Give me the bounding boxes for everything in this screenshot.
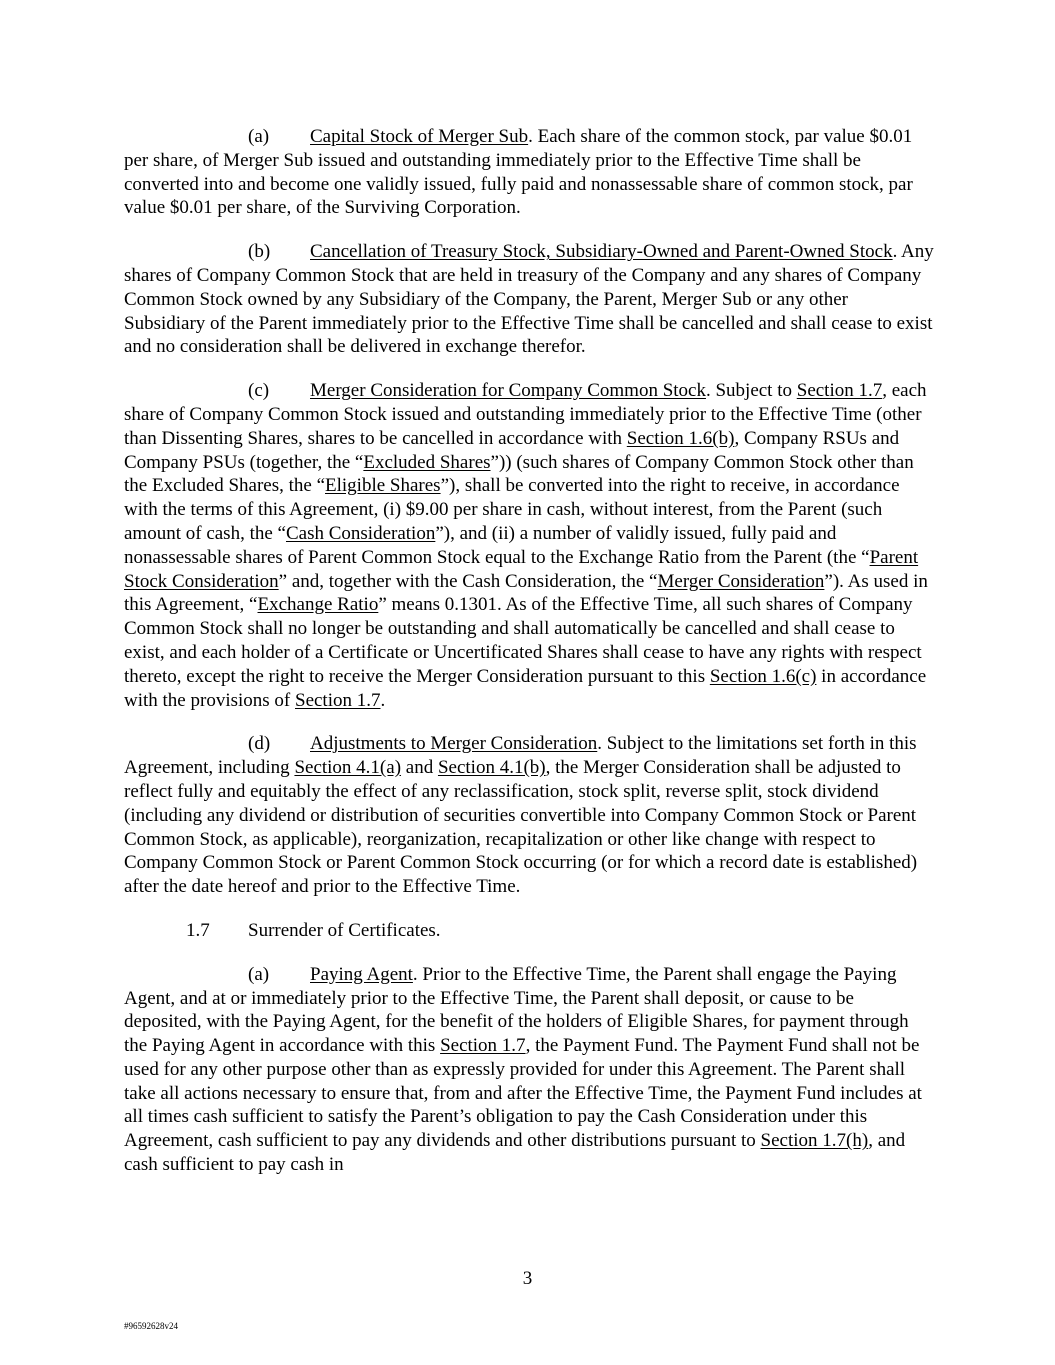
section-title: Surrender of Certificates. xyxy=(248,919,441,941)
paragraph-text: ”), shall be converted into the right to receive, in accordance with the terms of this Agreement, (i) $9.00 per share in cash, without interest, from the Parent (such amount of cash, the “ xyxy=(124,475,900,544)
cross-reference: Section 1.7 xyxy=(440,1035,526,1057)
defined-term: Excluded Shares xyxy=(363,451,491,473)
paragraph-1-6-c xyxy=(124,379,934,712)
paragraph-label: (a) xyxy=(248,126,270,147)
paragraph-label: (b) xyxy=(248,241,271,263)
cross-reference: Section 1.7 xyxy=(796,380,883,402)
defined-term: Cash Consideration xyxy=(285,522,436,544)
paragraph-text: , the Merger Consideration shall be adjusted to reflect fully and equitably the effect of any reclassification, stock split, reverse split, stock dividend (including any dividend or distribution of securities convertible into Company Common Stock or Parent Common Stock, as applicable), reorganization, recapitalization or other like change with respect to Company Common Stock or Parent Common Stock occurring (or for which a record date is established) after the date hereof and prior to the Effective Time. xyxy=(124,757,918,898)
defined-term: Exchange Ratio xyxy=(257,594,379,616)
paragraph-text: . xyxy=(380,689,386,711)
paragraph-text: . Prior to the Effective Time, the Parent shall engage the Paying Agent, and at or immediately prior to the Effective Time, the Parent shall deposit, or cause to be deposited, with the Paying Agent, for the benefit of the holders of Eligible Shares, for payment through the Paying Agent in accordance with this xyxy=(124,963,909,1057)
paragraph-text: ”). As used in this Agreement, “ xyxy=(124,570,928,616)
heading-capital-stock: Capital Stock of Merger Sub xyxy=(310,126,529,147)
paragraph-1-6-b xyxy=(124,240,934,359)
section-number: 1.7 xyxy=(186,919,210,941)
paragraph-label: (c) xyxy=(248,380,270,402)
defined-term: Parent Stock Consideration xyxy=(124,546,919,592)
defined-term: Merger Consideration xyxy=(657,570,825,592)
paragraph-text: ” means 0.1301. As of the Effective Time, all such shares of Company Common Stock shall no longer be outstanding and shall automatically be cancelled and shall cease to exist, and each holder of a Certificate or Uncertificated Shares shall cease to have any rights with respect thereto, except the right to receive the Merger Consideration pursuant to this xyxy=(124,594,922,687)
cross-reference: Section 4.1(b) xyxy=(437,757,546,779)
paragraph-text: , the Payment Fund. The Payment Fund shall not be used for any other purpose other than as expressly provided for under this Agreement. The Parent shall take all actions necessary to ensure that, from and after the Effective Time, the Payment Fund includes at all times cash sufficient to satisfy the Parent’s obligation to pay the Cash Consideration under this Agreement, cash sufficient to pay any dividends and other distributions pursuant to xyxy=(124,1035,922,1152)
paragraph-text: in accordance with the provisions of xyxy=(124,665,927,711)
section-heading-1-7 xyxy=(124,919,934,943)
paragraph-text: and xyxy=(401,757,438,779)
heading-cancellation: Cancellation of Treasury Stock, Subsidiary-Owned and Parent-Owned Stock xyxy=(310,241,893,263)
page-number: 3 xyxy=(522,1268,533,1289)
document-body xyxy=(124,125,934,1197)
paragraph-text: . Subject to the limitations set forth in this Agreement, including xyxy=(124,733,917,779)
paragraph-text: ”)) (such shares of Company Common Stock other than the Excluded Shares, the “ xyxy=(124,451,914,497)
paragraph-text: ” and, together with the Cash Consideration, the “ xyxy=(278,570,658,592)
paragraph-label: (a) xyxy=(248,963,270,985)
document-id: #96592628v24 xyxy=(124,1321,178,1331)
heading-merger-consideration: Merger Consideration for Company Common Stock xyxy=(310,380,706,402)
paragraph-text: . Subject to xyxy=(705,380,797,402)
paragraph-1-7-a xyxy=(124,963,934,1177)
paragraph-1-6-d xyxy=(124,732,934,899)
paragraph-text: , each share of Company Common Stock issued and outstanding immediately prior to the Effective Time (other than Dissenting Shares, shares to be cancelled in accordance with xyxy=(124,380,927,449)
paragraph-text: , Company RSUs and Company PSUs (together, the “ xyxy=(124,427,900,473)
paragraph-text: , and cash sufficient to pay cash in xyxy=(124,1130,906,1176)
heading-adjustments: Adjustments to Merger Consideration xyxy=(310,733,598,755)
defined-term: Eligible Shares xyxy=(325,475,441,497)
cross-reference: Section 4.1(a) xyxy=(294,757,402,779)
cross-reference: Section 1.7(h) xyxy=(760,1130,869,1152)
paragraph-label: (d) xyxy=(248,733,271,755)
paragraph-text: . Any shares of Company Common Stock that are held in treasury of the Company and any shares of Company Common Stock owned by any Subsidiary of the Company, the Parent, Merger Sub or any other Subsidiary of the Parent immediately prior to the Effective Time shall be cancelled and shall cease to exist and no consideration shall be delivered in exchange therefor. xyxy=(124,241,934,358)
cross-reference: Section 1.6(b) xyxy=(626,427,735,449)
paragraph-text: ”), and (ii) a number of validly issued, fully paid and nonassessable shares of Parent Common Stock equal to the Exchange Ratio from the Parent (the “ xyxy=(124,522,870,568)
cross-reference: Section 1.6(c) xyxy=(709,665,817,687)
paragraph-text: . Each share of the common stock, par value $0.01 per share, of Merger Sub issued and outstanding immediately prior to the Effective Time shall be converted into and become one validly issued, fully paid and nonassessable share of common stock, par value $0.01 per share, of the Surviving Corporation. xyxy=(124,126,913,219)
cross-reference: Section 1.7 xyxy=(295,689,381,711)
heading-paying-agent: Paying Agent xyxy=(310,963,413,985)
paragraph-1-6-a xyxy=(124,125,934,220)
